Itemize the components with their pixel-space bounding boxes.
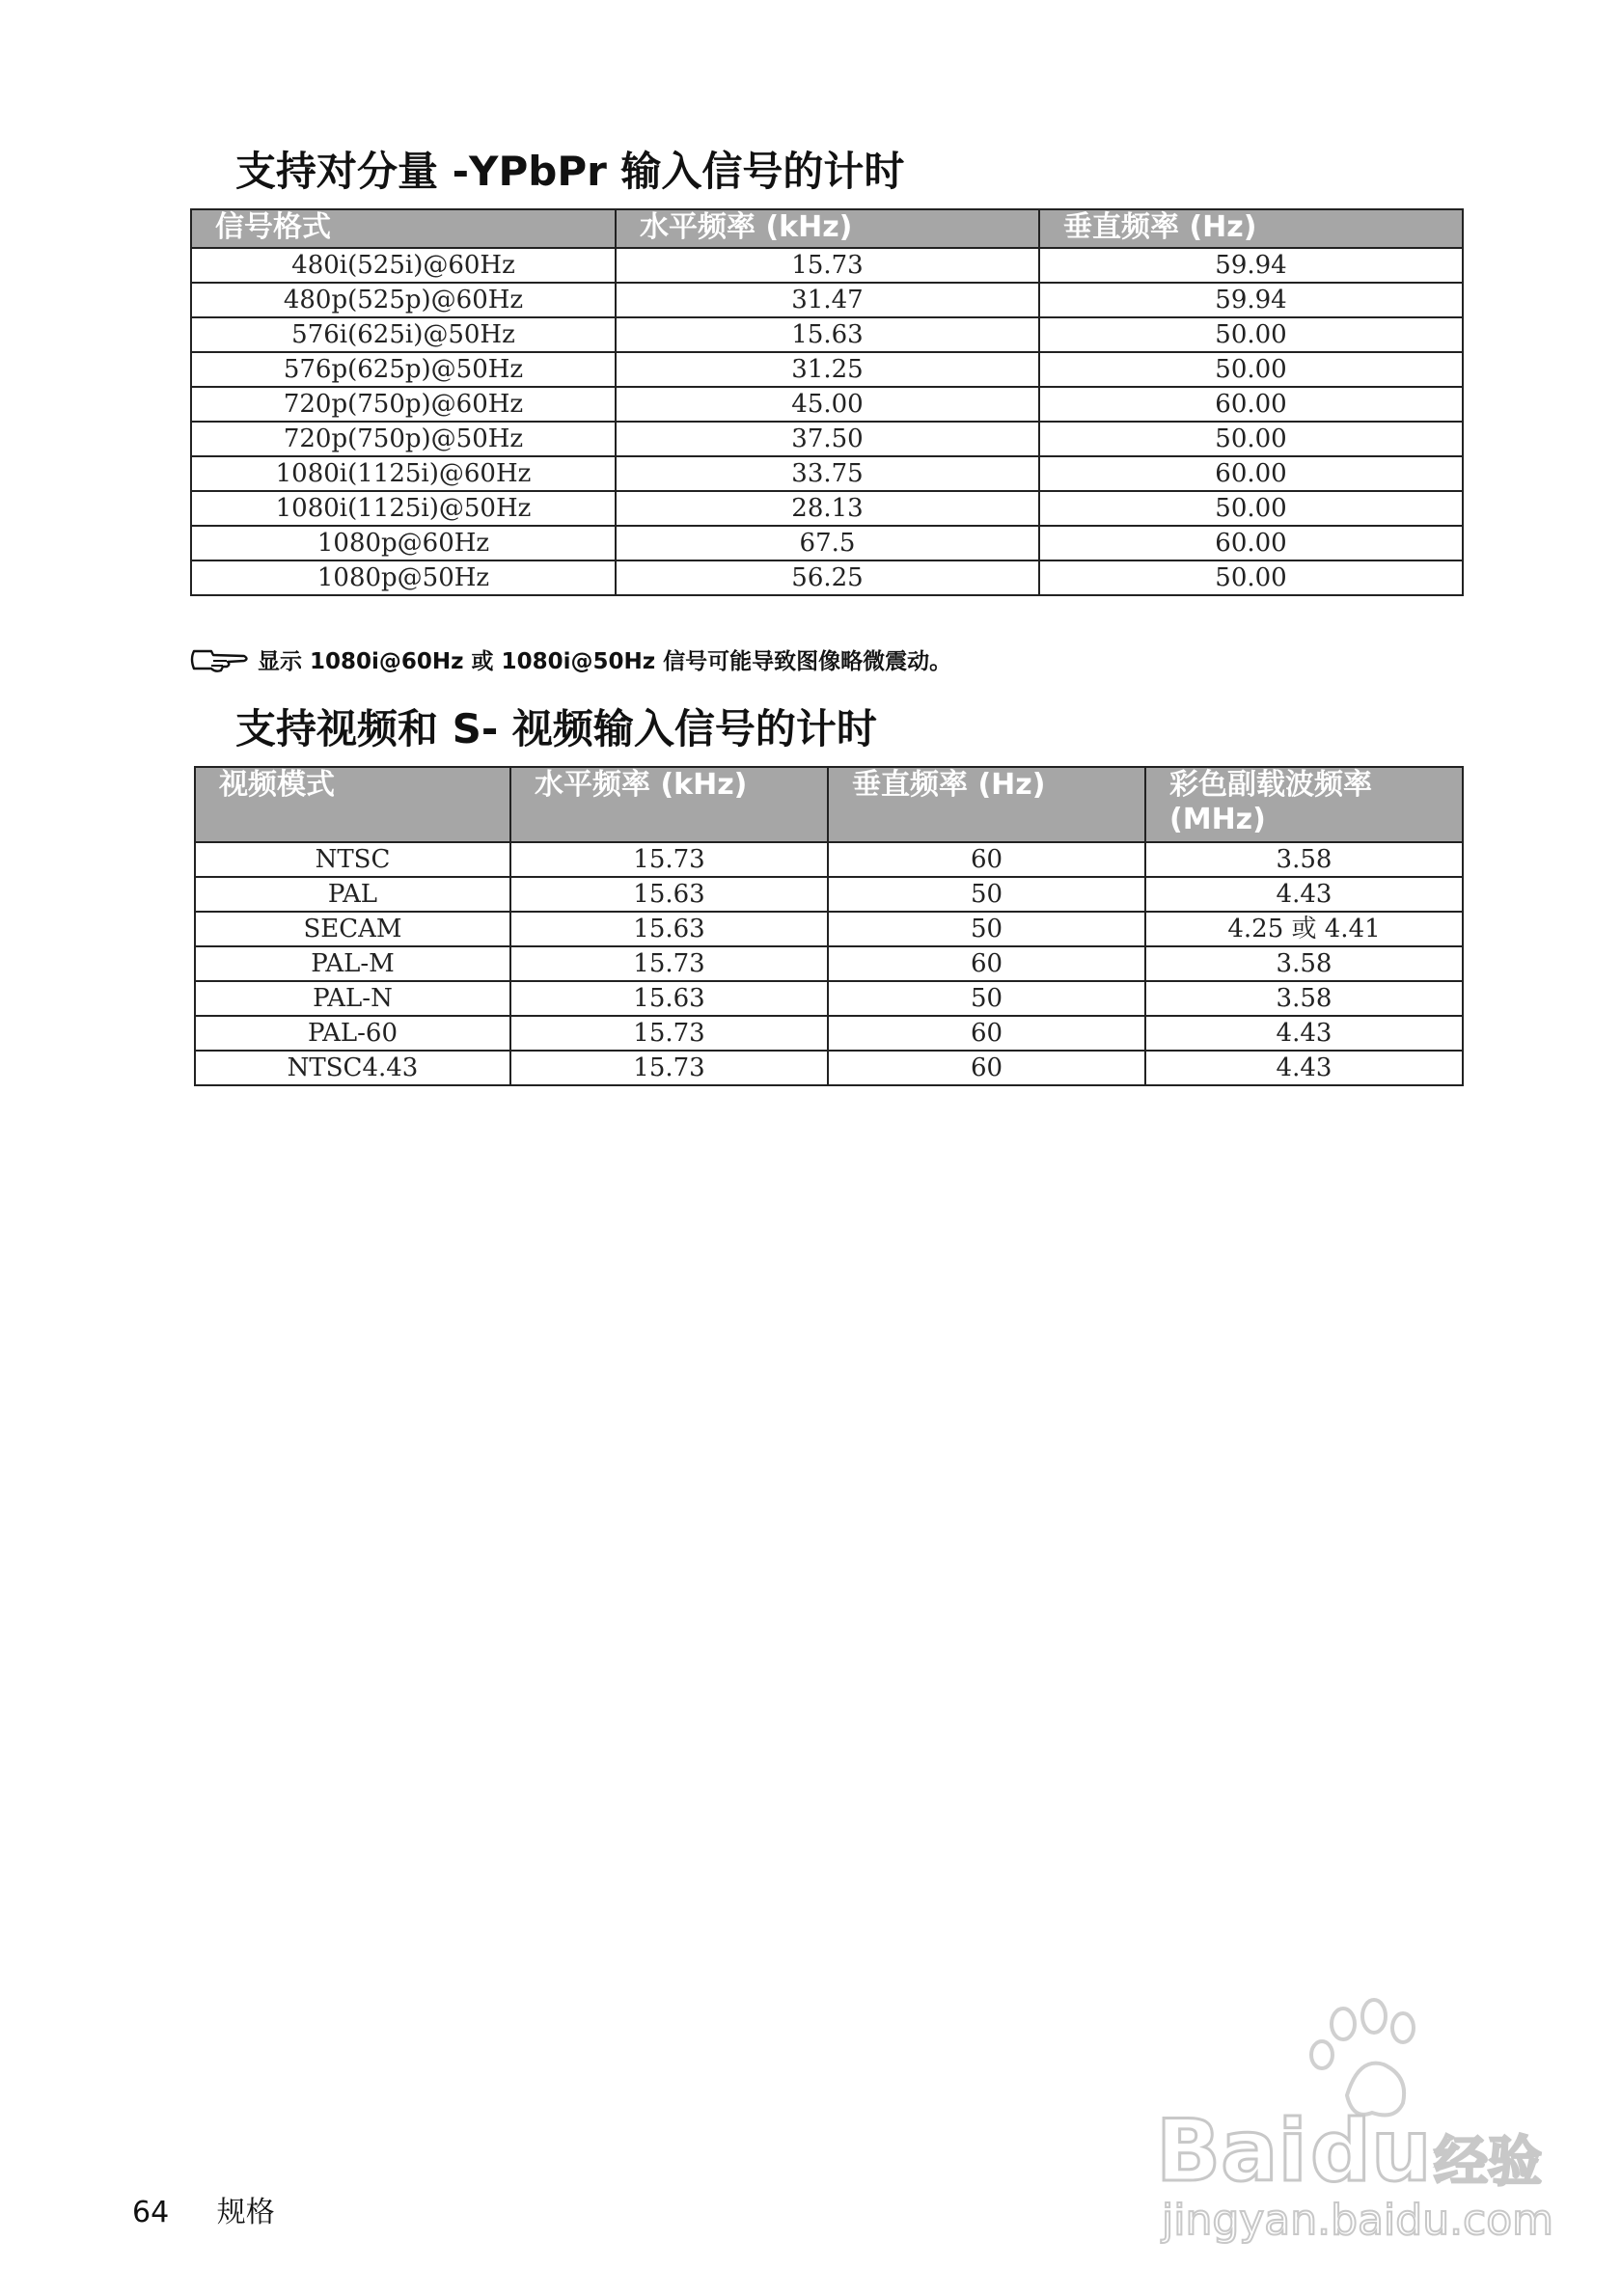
table-header-row bbox=[191, 209, 1463, 248]
svg-text:Bai: Bai bbox=[1156, 2101, 1307, 2200]
table-cell: 50.00 bbox=[1039, 491, 1463, 526]
table-cell: PAL-N bbox=[195, 981, 510, 1016]
column-header-signal-format: 信号格式 bbox=[191, 209, 616, 248]
table-cell: 60 bbox=[828, 842, 1145, 877]
column-header-vertical-frequency: 垂直频率 (Hz) bbox=[828, 767, 1145, 842]
table-cell: PAL bbox=[195, 877, 510, 912]
note bbox=[188, 642, 951, 675]
table-cell: 3.58 bbox=[1145, 842, 1463, 877]
table-cell: 50.00 bbox=[1039, 317, 1463, 352]
table-row bbox=[191, 422, 1463, 456]
table-cell: 50.00 bbox=[1039, 422, 1463, 456]
page-number: 64 bbox=[132, 2196, 170, 2229]
table-row bbox=[191, 387, 1463, 422]
table-cell: SECAM bbox=[195, 912, 510, 946]
table-cell: 15.73 bbox=[510, 1051, 828, 1085]
table-cell: 31.47 bbox=[616, 283, 1039, 317]
table-cell: 576i(625i)@50Hz bbox=[191, 317, 616, 352]
table-row bbox=[191, 526, 1463, 560]
table-cell: 15.63 bbox=[510, 877, 828, 912]
table-cell: 59.94 bbox=[1039, 283, 1463, 317]
table-cell: 50.00 bbox=[1039, 352, 1463, 387]
table-cell: 1080i(1125i)@60Hz bbox=[191, 456, 616, 491]
pointing-hand-icon bbox=[188, 642, 250, 675]
table-cell: 4.43 bbox=[1145, 1051, 1463, 1085]
video-timing-table bbox=[194, 766, 1464, 1086]
table-row bbox=[191, 248, 1463, 283]
table-cell: 15.73 bbox=[616, 248, 1039, 283]
table-cell: 1080p@60Hz bbox=[191, 526, 616, 560]
footer-section-name: 规格 bbox=[216, 2196, 275, 2229]
svg-text:jingyan.baidu.com: jingyan.baidu.com bbox=[1162, 2196, 1553, 2245]
table-row bbox=[191, 352, 1463, 387]
table-cell: 50 bbox=[828, 981, 1145, 1016]
table-cell: 15.63 bbox=[510, 912, 828, 946]
column-header-subcarrier-frequency: 彩色副载波频率 (MHz) bbox=[1145, 767, 1463, 842]
table-row bbox=[195, 912, 1463, 946]
table-cell: 50.00 bbox=[1039, 560, 1463, 595]
table-row bbox=[195, 1051, 1463, 1085]
table-cell: 33.75 bbox=[616, 456, 1039, 491]
table-cell: 3.58 bbox=[1145, 946, 1463, 981]
column-header-horizontal-frequency: 水平频率 (kHz) bbox=[510, 767, 828, 842]
table-row bbox=[195, 946, 1463, 981]
table-cell: 15.73 bbox=[510, 946, 828, 981]
table-cell: 576p(625p)@50Hz bbox=[191, 352, 616, 387]
table-cell: 4.43 bbox=[1145, 1016, 1463, 1051]
table-cell: 56.25 bbox=[616, 560, 1039, 595]
video-timing-title: 支持视频和 S- 视频输入信号的计时 bbox=[235, 705, 877, 752]
table-cell: 50 bbox=[828, 912, 1145, 946]
table-cell: 28.13 bbox=[616, 491, 1039, 526]
table-row bbox=[191, 491, 1463, 526]
table-cell: 720p(750p)@60Hz bbox=[191, 387, 616, 422]
column-header-horizontal-frequency: 水平频率 (kHz) bbox=[616, 209, 1039, 248]
table-cell: 1080i(1125i)@50Hz bbox=[191, 491, 616, 526]
table-cell: 480i(525i)@60Hz bbox=[191, 248, 616, 283]
table-cell: 480p(525p)@60Hz bbox=[191, 283, 616, 317]
table-cell: PAL-M bbox=[195, 946, 510, 981]
table-row bbox=[195, 842, 1463, 877]
table-cell: 60.00 bbox=[1039, 526, 1463, 560]
ypbpr-timing-title: 支持对分量 -YPbPr 输入信号的计时 bbox=[235, 148, 905, 195]
table-header-row bbox=[195, 767, 1463, 842]
table-cell: 60 bbox=[828, 946, 1145, 981]
column-header-vertical-frequency: 垂直频率 (Hz) bbox=[1039, 209, 1463, 248]
table-cell: PAL-60 bbox=[195, 1016, 510, 1051]
ypbpr-timing-table bbox=[190, 208, 1464, 596]
table-row bbox=[191, 560, 1463, 595]
table-cell: 60.00 bbox=[1039, 456, 1463, 491]
page-footer bbox=[132, 2188, 275, 2230]
svg-text:经验: 经验 bbox=[1434, 2131, 1542, 2194]
table-cell: 60 bbox=[828, 1016, 1145, 1051]
table-cell: 59.94 bbox=[1039, 248, 1463, 283]
table-cell: NTSC4.43 bbox=[195, 1051, 510, 1085]
table-cell: 45.00 bbox=[616, 387, 1039, 422]
table-cell: 37.50 bbox=[616, 422, 1039, 456]
baidu-watermark-logo bbox=[1148, 1987, 1553, 2248]
table-cell: 31.25 bbox=[616, 352, 1039, 387]
svg-text:du: du bbox=[1310, 2101, 1432, 2200]
column-header-video-mode: 视频模式 bbox=[195, 767, 510, 842]
table-row bbox=[191, 317, 1463, 352]
table-cell: 67.5 bbox=[616, 526, 1039, 560]
table-row bbox=[195, 877, 1463, 912]
table-row bbox=[195, 981, 1463, 1016]
table-cell: 50 bbox=[828, 877, 1145, 912]
table-cell: 15.73 bbox=[510, 1016, 828, 1051]
table-cell: NTSC bbox=[195, 842, 510, 877]
table-cell: 15.63 bbox=[616, 317, 1039, 352]
table-cell: 60.00 bbox=[1039, 387, 1463, 422]
table-cell: 4.43 bbox=[1145, 877, 1463, 912]
table-cell: 4.25 或 4.41 bbox=[1145, 912, 1463, 946]
table-row bbox=[195, 1016, 1463, 1051]
table-cell: 15.73 bbox=[510, 842, 828, 877]
table-row bbox=[191, 456, 1463, 491]
table-cell: 1080p@50Hz bbox=[191, 560, 616, 595]
table-cell: 3.58 bbox=[1145, 981, 1463, 1016]
table-cell: 720p(750p)@50Hz bbox=[191, 422, 616, 456]
table-cell: 60 bbox=[828, 1051, 1145, 1085]
table-cell: 15.63 bbox=[510, 981, 828, 1016]
note-text: 显示 1080i@60Hz 或 1080i@50Hz 信号可能导致图像略微震动。 bbox=[258, 648, 952, 674]
table-row bbox=[191, 283, 1463, 317]
